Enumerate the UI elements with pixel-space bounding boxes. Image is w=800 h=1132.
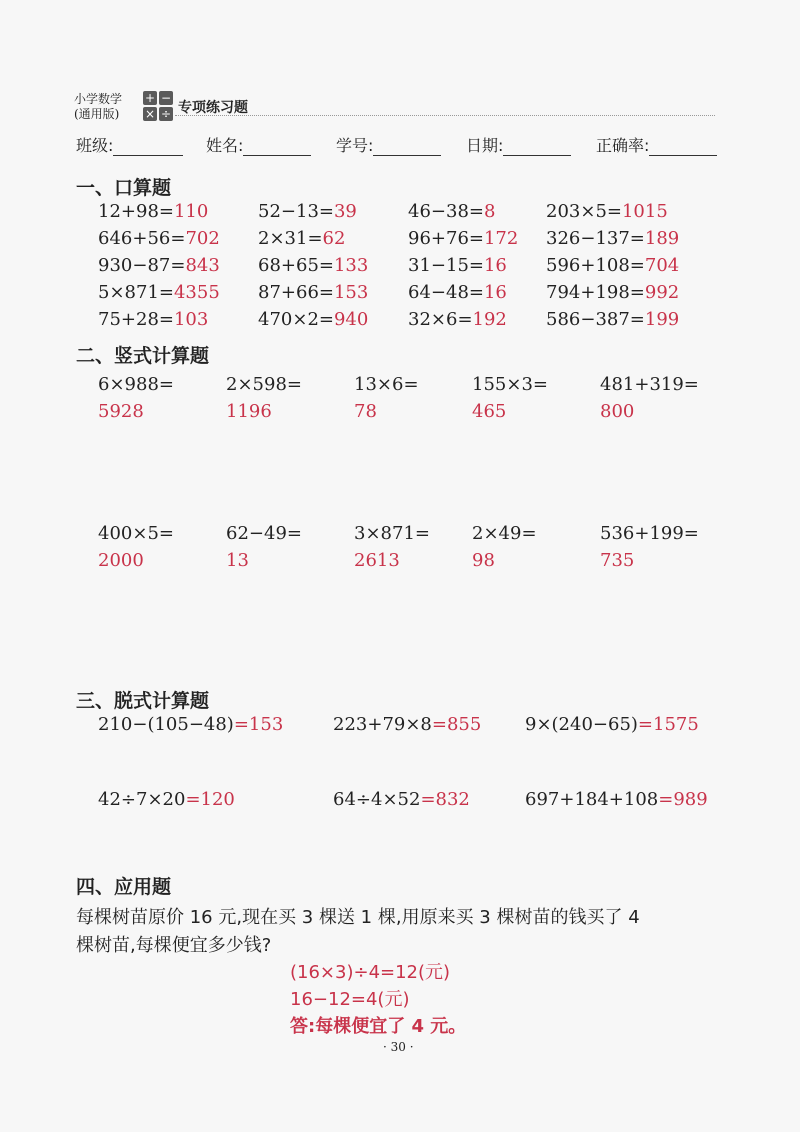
accuracy-field bbox=[596, 133, 717, 156]
oral-item: 596+108=704 bbox=[546, 255, 680, 276]
solution-answer: 答:每棵便宜了 4 元。 bbox=[290, 1016, 467, 1037]
class-label: 班级: bbox=[76, 136, 114, 155]
stepwise-item: 210−(105−48)=153 bbox=[98, 714, 284, 735]
oral-item: 75+28=103 bbox=[98, 309, 209, 330]
vertical-answer: 800 bbox=[600, 401, 635, 422]
oral-item: 12+98=110 bbox=[98, 201, 209, 222]
section-word-problem-title: 四、应用题 bbox=[76, 876, 172, 898]
name-label: 姓名: bbox=[206, 136, 244, 155]
vertical-question: 6×988= bbox=[98, 374, 174, 395]
vertical-question: 2×598= bbox=[226, 374, 302, 395]
date-label: 日期: bbox=[466, 136, 504, 155]
oral-item: 646+56=702 bbox=[98, 228, 220, 249]
oral-item: 470×2=940 bbox=[258, 309, 369, 330]
vertical-question: 13×6= bbox=[354, 374, 419, 395]
oral-item: 203×5=1015 bbox=[546, 201, 668, 222]
id-field bbox=[336, 133, 441, 156]
plus-icon: + bbox=[144, 91, 156, 105]
vertical-answer: 13 bbox=[226, 550, 249, 571]
word-problem-line1: 每棵树苗原价 16 元,现在买 3 棵送 1 棵,用原来买 3 棵树苗的钱买了 4 bbox=[76, 907, 640, 928]
oral-item: 46−38=8 bbox=[408, 201, 496, 222]
oral-item: 326−137=189 bbox=[546, 228, 680, 249]
stepwise-item: 9×(240−65)=1575 bbox=[525, 714, 699, 735]
vertical-answer: 2613 bbox=[354, 550, 400, 571]
vertical-question: 481+319= bbox=[600, 374, 699, 395]
vertical-question: 400×5= bbox=[98, 523, 174, 544]
stepwise-item: 42÷7×20=120 bbox=[98, 789, 235, 810]
oral-item: 2×31=62 bbox=[258, 228, 346, 249]
oral-item: 96+76=172 bbox=[408, 228, 519, 249]
vertical-question: 536+199= bbox=[600, 523, 699, 544]
vertical-answer: 78 bbox=[354, 401, 377, 422]
solution-step2: 16−12=4(元) bbox=[290, 989, 410, 1010]
class-field bbox=[76, 133, 183, 156]
stepwise-item: 223+79×8=855 bbox=[333, 714, 482, 735]
vertical-question: 3×871= bbox=[354, 523, 430, 544]
word-problem-line2: 棵树苗,每棵便宜多少钱? bbox=[76, 935, 272, 956]
class-blank[interactable] bbox=[113, 137, 183, 156]
oral-item: 930−87=843 bbox=[98, 255, 220, 276]
solution-step1: (16×3)÷4=12(元) bbox=[290, 962, 451, 983]
oral-item: 586−387=199 bbox=[546, 309, 680, 330]
oral-item: 31−15=16 bbox=[408, 255, 507, 276]
header-title: 专项练习题 bbox=[178, 100, 248, 116]
name-blank[interactable] bbox=[243, 137, 311, 156]
stepwise-item: 64÷4×52=832 bbox=[333, 789, 470, 810]
vertical-answer: 465 bbox=[472, 401, 507, 422]
section-vertical-title: 二、竖式计算题 bbox=[76, 345, 210, 367]
times-icon: × bbox=[144, 107, 156, 121]
series-edition: (通用版) bbox=[74, 107, 120, 121]
vertical-question: 2×49= bbox=[472, 523, 537, 544]
id-blank[interactable] bbox=[373, 137, 441, 156]
vertical-answer: 2000 bbox=[98, 550, 144, 571]
header-divider bbox=[175, 115, 715, 116]
date-field bbox=[466, 133, 571, 156]
date-blank[interactable] bbox=[503, 137, 571, 156]
name-field bbox=[206, 133, 311, 156]
accuracy-label: 正确率: bbox=[596, 136, 650, 155]
oral-item: 64−48=16 bbox=[408, 282, 507, 303]
vertical-answer: 735 bbox=[600, 550, 635, 571]
stepwise-item: 697+184+108=989 bbox=[525, 789, 708, 810]
minus-icon: − bbox=[160, 91, 172, 105]
oral-item: 68+65=133 bbox=[258, 255, 369, 276]
vertical-answer: 98 bbox=[472, 550, 495, 571]
oral-item: 52−13=39 bbox=[258, 201, 357, 222]
section-oral-title: 一、口算题 bbox=[76, 177, 172, 199]
oral-item: 32×6=192 bbox=[408, 309, 507, 330]
oral-item: 87+66=153 bbox=[258, 282, 369, 303]
vertical-answer: 5928 bbox=[98, 401, 144, 422]
oral-item: 5×871=4355 bbox=[98, 282, 220, 303]
id-label: 学号: bbox=[336, 136, 374, 155]
page-number: · 30 · bbox=[383, 1040, 414, 1054]
vertical-question: 62−49= bbox=[226, 523, 302, 544]
series-name: 小学数学 bbox=[74, 92, 123, 106]
section-stepwise-title: 三、脱式计算题 bbox=[76, 690, 210, 712]
divide-icon: ÷ bbox=[160, 107, 172, 121]
vertical-answer: 1196 bbox=[226, 401, 272, 422]
vertical-question: 155×3= bbox=[472, 374, 548, 395]
oral-item: 794+198=992 bbox=[546, 282, 680, 303]
accuracy-blank[interactable] bbox=[649, 137, 717, 156]
